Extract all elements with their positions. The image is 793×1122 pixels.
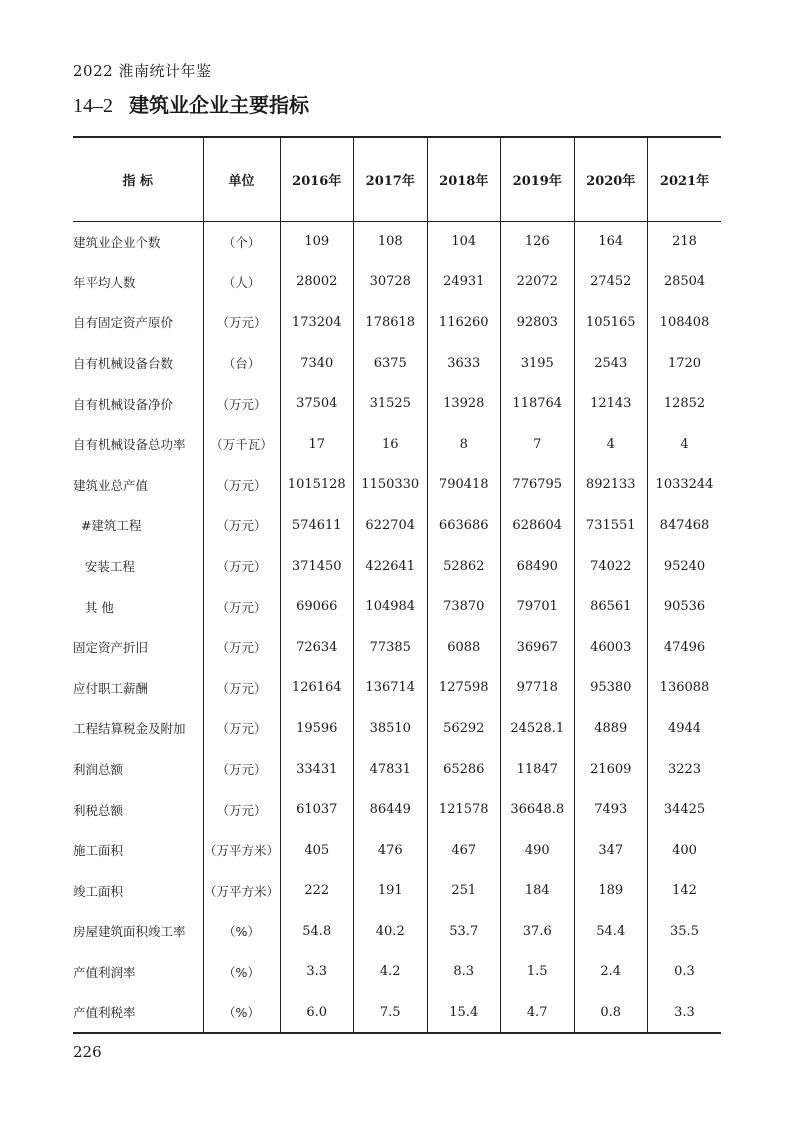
table-row xyxy=(73,911,721,952)
row-value: 22072 xyxy=(501,262,575,303)
row-value: 1.5 xyxy=(501,952,575,993)
table-row xyxy=(73,708,721,749)
row-value: 6375 xyxy=(354,343,428,384)
row-value: 3195 xyxy=(501,343,575,384)
row-value: 4889 xyxy=(574,708,648,749)
header-year: 2018年 xyxy=(427,137,501,221)
row-value: 40.2 xyxy=(354,911,428,952)
row-value: 628604 xyxy=(501,505,575,546)
row-indicator: 安装工程 xyxy=(73,559,135,575)
row-value: 21609 xyxy=(574,749,648,790)
header-year: 2020年 xyxy=(574,137,648,221)
row-indicator: 工程结算税金及附加 xyxy=(73,721,186,737)
row-value: 7.5 xyxy=(354,992,428,1033)
table-row xyxy=(73,302,721,343)
row-unit: （万元） xyxy=(203,708,280,749)
table-row xyxy=(73,262,721,303)
row-value: 574611 xyxy=(280,505,354,546)
row-value: 90536 xyxy=(648,586,722,627)
row-value: 86449 xyxy=(354,789,428,830)
row-indicator: 建筑业总产值 xyxy=(73,477,149,493)
row-value: 97718 xyxy=(501,668,575,709)
table-row xyxy=(73,749,721,790)
row-value: 3.3 xyxy=(648,992,722,1033)
row-value: 37.6 xyxy=(501,911,575,952)
row-unit: （万元） xyxy=(203,505,280,546)
row-value: 126 xyxy=(501,221,575,262)
row-unit: （万元） xyxy=(203,302,280,343)
table-row xyxy=(73,627,721,668)
row-unit: （%） xyxy=(203,992,280,1033)
row-indicator: 年平均人数 xyxy=(73,274,136,290)
row-value: 164 xyxy=(574,221,648,262)
page-number: 226 xyxy=(73,1043,102,1061)
row-value: 15.4 xyxy=(427,992,501,1033)
row-value: 7340 xyxy=(280,343,354,384)
row-value: 2543 xyxy=(574,343,648,384)
row-value: 24528.1 xyxy=(501,708,575,749)
row-value: 7 xyxy=(501,424,575,465)
row-indicator: 自有机械设备净价 xyxy=(73,396,174,412)
row-value: 347 xyxy=(574,830,648,871)
row-value: 31525 xyxy=(354,383,428,424)
row-value: 136714 xyxy=(354,668,428,709)
header-year: 2021年 xyxy=(648,137,722,221)
row-indicator: 建筑业企业个数 xyxy=(73,234,161,250)
row-value: 1033244 xyxy=(648,465,722,506)
row-value: 24931 xyxy=(427,262,501,303)
row-value: 33431 xyxy=(280,749,354,790)
row-value: 184 xyxy=(501,871,575,912)
row-value: 2.4 xyxy=(574,952,648,993)
row-value: 490 xyxy=(501,830,575,871)
row-value: 68490 xyxy=(501,546,575,587)
row-value: 136088 xyxy=(648,668,722,709)
row-value: 4.2 xyxy=(354,952,428,993)
row-value: 69066 xyxy=(280,586,354,627)
row-unit: （万元） xyxy=(203,586,280,627)
row-unit: （个） xyxy=(203,221,280,262)
row-value: 1720 xyxy=(648,343,722,384)
table-row xyxy=(73,343,721,384)
table-number: 14–2 xyxy=(73,95,113,117)
row-value: 0.3 xyxy=(648,952,722,993)
row-value: 104984 xyxy=(354,586,428,627)
row-value: 127598 xyxy=(427,668,501,709)
row-unit: （%） xyxy=(203,952,280,993)
row-value: 95380 xyxy=(574,668,648,709)
table-title xyxy=(73,89,309,118)
row-value: 8 xyxy=(427,424,501,465)
header-indicator: 指 标 xyxy=(73,137,203,221)
row-value: 34425 xyxy=(648,789,722,830)
row-value: 118764 xyxy=(501,383,575,424)
row-indicator: 施工面积 xyxy=(73,843,124,859)
row-value: 17 xyxy=(280,424,354,465)
row-value: 8.3 xyxy=(427,952,501,993)
row-indicator: 竣工面积 xyxy=(73,883,124,899)
table-row xyxy=(73,871,721,912)
row-value: 467 xyxy=(427,830,501,871)
row-indicator: 利税总额 xyxy=(73,802,124,818)
row-value: 12852 xyxy=(648,383,722,424)
row-value: 121578 xyxy=(427,789,501,830)
row-value: 27452 xyxy=(574,262,648,303)
row-value: 892133 xyxy=(574,465,648,506)
row-value: 35.5 xyxy=(648,911,722,952)
row-value: 13928 xyxy=(427,383,501,424)
row-value: 74022 xyxy=(574,546,648,587)
table-row xyxy=(73,992,721,1033)
row-value: 46003 xyxy=(574,627,648,668)
row-value: 11847 xyxy=(501,749,575,790)
row-value: 65286 xyxy=(427,749,501,790)
row-value: 28504 xyxy=(648,262,722,303)
header-year: 2019年 xyxy=(501,137,575,221)
row-value: 371450 xyxy=(280,546,354,587)
row-unit: （万平方米） xyxy=(203,871,280,912)
row-value: 7493 xyxy=(574,789,648,830)
row-value: 36648.8 xyxy=(501,789,575,830)
row-value: 108408 xyxy=(648,302,722,343)
row-value: 4.7 xyxy=(501,992,575,1033)
row-value: 1150330 xyxy=(354,465,428,506)
row-unit: （万元） xyxy=(203,546,280,587)
row-value: 776795 xyxy=(501,465,575,506)
table-row xyxy=(73,830,721,871)
table-row xyxy=(73,546,721,587)
table-row xyxy=(73,789,721,830)
row-unit: （万元） xyxy=(203,668,280,709)
table-row xyxy=(73,383,721,424)
table-row xyxy=(73,465,721,506)
row-value: 126164 xyxy=(280,668,354,709)
row-value: 54.8 xyxy=(280,911,354,952)
row-value: 77385 xyxy=(354,627,428,668)
row-value: 0.8 xyxy=(574,992,648,1033)
row-value: 109 xyxy=(280,221,354,262)
row-value: 4944 xyxy=(648,708,722,749)
row-value: 19596 xyxy=(280,708,354,749)
header-year: 2016年 xyxy=(280,137,354,221)
row-value: 79701 xyxy=(501,586,575,627)
row-value: 95240 xyxy=(648,546,722,587)
row-indicator: #建筑工程 xyxy=(73,518,142,534)
row-value: 847468 xyxy=(648,505,722,546)
header-year: 2017年 xyxy=(354,137,428,221)
row-value: 47496 xyxy=(648,627,722,668)
row-value: 6.0 xyxy=(280,992,354,1033)
table-body xyxy=(73,221,721,1033)
row-value: 189 xyxy=(574,871,648,912)
row-value: 191 xyxy=(354,871,428,912)
row-value: 52862 xyxy=(427,546,501,587)
row-value: 30728 xyxy=(354,262,428,303)
table-title-text: 建筑业企业主要指标 xyxy=(129,93,309,117)
running-header: 2022 淮南统计年鉴 xyxy=(73,62,212,80)
row-value: 731551 xyxy=(574,505,648,546)
row-indicator: 产值利润率 xyxy=(73,964,136,980)
row-unit: （万元） xyxy=(203,749,280,790)
row-value: 476 xyxy=(354,830,428,871)
header-unit: 单位 xyxy=(203,137,280,221)
row-value: 6088 xyxy=(427,627,501,668)
table-row xyxy=(73,586,721,627)
row-value: 142 xyxy=(648,871,722,912)
row-value: 622704 xyxy=(354,505,428,546)
row-value: 1015128 xyxy=(280,465,354,506)
row-unit: （人） xyxy=(203,262,280,303)
row-value: 790418 xyxy=(427,465,501,506)
row-unit: （万元） xyxy=(203,383,280,424)
row-value: 400 xyxy=(648,830,722,871)
table-row xyxy=(73,952,721,993)
row-indicator: 自有机械设备台数 xyxy=(73,356,174,372)
row-value: 53.7 xyxy=(427,911,501,952)
row-value: 12143 xyxy=(574,383,648,424)
row-indicator: 房屋建筑面积竣工率 xyxy=(73,924,186,940)
row-value: 116260 xyxy=(427,302,501,343)
row-value: 54.4 xyxy=(574,911,648,952)
row-value: 47831 xyxy=(354,749,428,790)
row-value: 28002 xyxy=(280,262,354,303)
row-value: 104 xyxy=(427,221,501,262)
row-indicator: 产值利税率 xyxy=(73,992,203,1033)
row-indicator: 自有固定资产原价 xyxy=(73,315,174,331)
row-value: 108 xyxy=(354,221,428,262)
row-value: 37504 xyxy=(280,383,354,424)
row-value: 38510 xyxy=(354,708,428,749)
table-row xyxy=(73,221,721,262)
row-value: 73870 xyxy=(427,586,501,627)
table-row xyxy=(73,505,721,546)
row-value: 222 xyxy=(280,871,354,912)
row-value: 105165 xyxy=(574,302,648,343)
row-unit: （台） xyxy=(203,343,280,384)
row-value: 3223 xyxy=(648,749,722,790)
row-value: 86561 xyxy=(574,586,648,627)
row-value: 405 xyxy=(280,830,354,871)
row-unit: （万元） xyxy=(203,789,280,830)
row-value: 218 xyxy=(648,221,722,262)
row-value: 663686 xyxy=(427,505,501,546)
row-value: 16 xyxy=(354,424,428,465)
table-header-row xyxy=(73,137,721,221)
row-value: 173204 xyxy=(280,302,354,343)
row-value: 61037 xyxy=(280,789,354,830)
table-row xyxy=(73,424,721,465)
row-value: 422641 xyxy=(354,546,428,587)
row-unit: （万元） xyxy=(203,627,280,668)
construction-indicators-table xyxy=(73,136,721,1034)
row-indicator: 应付职工薪酬 xyxy=(73,680,149,696)
row-value: 56292 xyxy=(427,708,501,749)
row-value: 4 xyxy=(574,424,648,465)
row-unit: （万元） xyxy=(203,465,280,506)
table-row xyxy=(73,668,721,709)
row-value: 36967 xyxy=(501,627,575,668)
row-value: 178618 xyxy=(354,302,428,343)
row-unit: （万平方米） xyxy=(203,830,280,871)
row-indicator: 自有机械设备总功率 xyxy=(73,437,186,453)
row-unit: （万千瓦） xyxy=(203,424,280,465)
row-unit: （%） xyxy=(203,911,280,952)
row-value: 3633 xyxy=(427,343,501,384)
row-value: 3.3 xyxy=(280,952,354,993)
row-value: 92803 xyxy=(501,302,575,343)
row-indicator: 固定资产折旧 xyxy=(73,640,149,656)
row-indicator: 利润总额 xyxy=(73,762,124,778)
row-value: 4 xyxy=(648,424,722,465)
row-value: 251 xyxy=(427,871,501,912)
row-value: 72634 xyxy=(280,627,354,668)
row-indicator: 其 他 xyxy=(73,599,114,615)
